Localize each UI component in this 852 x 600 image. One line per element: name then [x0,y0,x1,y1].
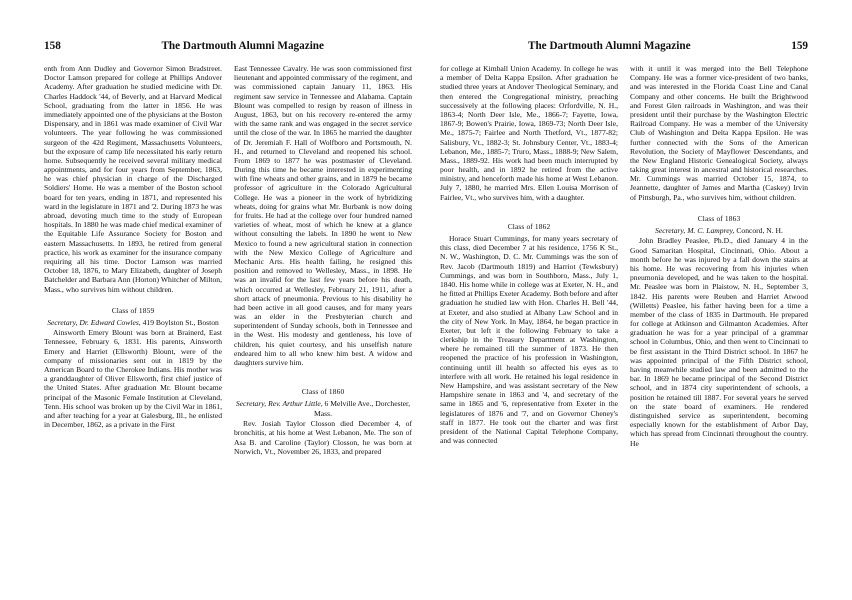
running-title: The Dartmouth Alumni Magazine [528,40,691,52]
right-page [426,0,852,600]
left-col-2 [234,64,412,456]
class-heading-1860: Class of 1860 [301,387,345,397]
obituary-blount: Ainsworth Emery Blount was born at Brainerd, East Tennessee, February 6, 1831. His parents, Ainsworth Emery and Harriet (Ellsworth) Blount, were of the company of missionaries sent out in 1819 by the American Board to the Cherokee Indians. His mother was a granddaughter of Oliver Ellsworth, first chief justice of the United States. After graduation Mr. Blount became principal of the Masonic Female Institution at Cleveland, Tenn. His school was broken up by the Civil War in 1861, and after teaching for a year at Galesburg, Ill., he enlisted in December, 1862, as a private in the First [44,328,222,430]
right-page-columns [440,64,808,448]
secretary-line-1859 [44,318,222,327]
obituary-closson-continued: for college at Kimball Union Academy. In college he was a member of Delta Kappa Epsilon. After graduation he studied three years at Andover Theological Seminary, and then entered the Congregational ministry, preaching successively at the following places: Orfordville, N. H., 1863-4; North Deer Isle, Me., 1866-7; Fayette, Iowa, 1867-9; Bowen's Prairie, Iowa, 1869-73; North Deer Isle, Me., 1875-7; Fairlee and North Thetford, Vt., 1877-82; Salisbury, Vt., 1882-3; St. Johnsbury Center, Vt., 1883-4; Lebanon, Me., 1885-7; Truro, Mass., 1888-9; New Salem, Mass., 1889-92. His work had been much interrupted by poor health, and in 1892 he retired from the active ministry, and henceforth made his home at West Lebanon. July 7, 1880, he married Mrs. Ellen Louisa Morrison of Fairlee, Vt., who survives him, with a daughter. [440,64,618,202]
secretary-role: Secretary, [655,226,686,235]
obituary-cummings-continued: with it until it was merged into the Bell Telephone Company. He was a former vice-president of two banks, and was interested in the Florida Coast Line and Canal Company and other concerns. He built the Brightwood and Forest Glen railroads in Washington, and was their president until their purchase by the Washington Electric Railroad Company. He was a member of the University Club of Washington and Delta Kappa Epsilon. He was further connected with the Sons of the American Revolution, the Society of Mayflower Descendants, and the New England Historic Genealogical Society, always taking great interest in ancestral and historical researches. Mr. Cummings was married October 15, 1874, to Jeannette, daughter of James and Martha (Caskey) Irvin of Pittsburgh, Pa., who survives him, without children. [630,64,808,202]
obituary-cummings: Horace Stuart Cummings, for many years secretary of this class, died December 7 at his residence, 1756 K St., N. W., Washington, D. C. Mr. Cummings was the son of Rev. Jacob (Dartmouth 1819) and Harriot (Tewksbury) Cummings, and was born in Southboro, Mass., July 1, 1840. His home while in college was at Exeter, N. H., and he fitted at Phillips Exeter Academy. Both before and after graduation he studied law with Hon. Charles H. Bell '44, at Exeter, and also studied at Albany Law School and in the city of New York. In May, 1864, he began practice in Exeter, but left it the following February to take a clerkship in the Treasury Department at Washington, where he remained till the summer of 1873. He then reopened the practice of his profession in Washington, continuing until ill health so affected his eyes as to interfere with all work. He retained his legal residence in New Hampshire, and was assistant secretary of the New Hampshire senate in 1863 and '4, and secretary of the same in 1865 and '6, representative from Exeter in the legislatures of 1876 and '7, and on Governor Cheney's staff in 1877. He took out the charter and was first president of the National Capital Telephone Company, and was connected [440,234,618,446]
class-heading-1859: Class of 1859 [111,305,155,315]
class-heading-1863: Class of 1863 [697,213,741,223]
secretary-role: Secretary, [47,317,78,327]
secretary-line-1860 [234,399,412,418]
secretary-name: Dr. Edward Cowles, [79,317,141,327]
secretary-role: Secretary, [235,399,267,409]
left-page-columns [44,64,412,456]
secretary-name: M. C. Lamprey, [687,226,735,235]
obituary-peaslee: John Bradley Peaslee, Ph.D., died January 4 in the Good Samaritan Hospital, Cincinnati, Ohio. About a month before he was injured by a fall down the stairs at his home. He was recovering from his injuries when pneumonia developed, and he was taken to the hospital. Mr. Peaslee was born in Plaistow, N. H., September 3, 1842. His parents were Reuben and Harriet Atwood (Willetts) Peaslee, his father having been for a time a member of the class of 1835 in Dartmouth. He prepared for college at Atkinson and Gilmanton Academies. After graduation he was for a year principal of a grammar school in Columbus, Ohio, and then went to Cincinnati to be first assistant in the Third District school. In 1867 he was appointed principal of the Fifth District school, having meanwhile studied law and been admitted to the bar. In 1869 he became principal of the Second District school, and in 1874 city superintendent of schools, a position he retained till 1887. For several years he served on the state board of examiners. He rendered distinguished service as superintendent, becoming especially known for the establishment of Arbor Day, which has spread from Cincinnati throughout the country. He [630,236,808,448]
page-number: 158 [44,40,61,52]
running-title: The Dartmouth Alumni Magazine [161,40,324,52]
left-col-1 [44,64,222,456]
obituary-closson: Rev. Josiah Taylor Closson died December 4, of bronchitis, at his home at West Lebanon, Me. The son of Asa B. and Caroline (Taylor) Closson, he was born at Norwich, Vt., November 26, 1833, and prepared [234,419,412,456]
secretary-address: 6 Melville Ave., Dorchester, Mass. [314,399,411,418]
class-heading-1862: Class of 1862 [507,221,551,231]
secretary-address: 419 Boylston St., Boston [142,317,219,327]
secretary-address: Concord, N. H. [736,226,783,235]
obituary-blount-continued: East Tennessee Cavalry. He was soon commissioned first lieutenant and appointed commissary of the regiment, and was commissioned captain January 11, 1863. His regiment saw service in Tennessee and Alabama. Captain Blount was compelled to resign by reason of illness in August, 1863, but on his recovery re-entered the army with the same rank and was engaged in the secret service until the close of the war. In 1865 he married the daughter of Dr. Jeremiah F. Hall of Wolfboro and Portsmouth, N. H., and returned to Cleveland and reopened his school. From 1869 to 1877 he was postmaster of Cleveland. During this time he became interested in experimenting with fine wheats and other grains, and in 1879 he became professor of agriculture in the Colorado Agricultural College. He was a pioneer in the work of hybridizing wheats, doing for grains what Mr. Burbank is now doing for fruits. He had at the college over four hundred named varieties of wheat, most of which he knew at a glance without consulting the labels. In 1890 he went to New Mexico to found a new agricultural station in connection with the New Mexico College of Agriculture and Mechanic Arts. His health failing, he resigned this position and removed to Wellesley, Mass., in 1898. He was an invalid for the last few years before his death, which occurred at Wellesley, February 21, 1911, after a short attack of pneumonia. Previous to his disability he had been active in all good causes, and for many years was an elder in the Presbyterian church and superintendent of Sunday schools, both in Tennessee and in the West. His modesty and gentleness, his love of children, his quiet courtesy, and his unselfish nature endeared him to all who knew him best. A widow and daughters survive him. [234,64,412,367]
left-page-header [44,0,412,62]
right-col-2 [630,64,808,448]
secretary-line-1863 [630,226,808,235]
secretary-name: Rev. Arthur Little, [268,399,323,409]
right-page-header [440,0,808,62]
obituary-lamson-continued: enth from Ann Dudley and Governor Simon Bradstreet. Doctor Lamson prepared for college at Phillips Andover Academy. After graduation he studied medicine with Dr. Charles Haddock '44, of Beverly, and at Harvard Medical School, graduating from the latter in 1856. He was immediately appointed one of the physicians at the Boston Dispensary, and in 1861 was made examiner of Civil War volunteers. The year following he was commissioned surgeon of the 42d Regiment, Massachusetts Volunteers, but the exposure of camp life necessitated his early return home. Subsequently he received several military medical appointments, and for four years from September, 1863, he was chief physician in charge of the Discharged Soldiers' Home. He was a member of the Boston school board for ten years, ending in 1871, and represented his ward in the legislature in 1871 and '2. During 1873 he was abroad, devoting much time to the study of European hospitals. In 1880 he was made chief medical examiner of the Equitable Life Assurance Society for Boston and eastern Massachusetts. In 1893, he retired from general practice, his work as examiner for the insurance company requiring all his time. Doctor Lamson was married October 18, 1876, to Mary Elizabeth, daughter of Joseph Batchelder and Barbara Ann (Horton) Whitcher of Milton, Mass., who survives him without children. [44,64,222,294]
page-number: 159 [791,40,808,52]
right-col-1 [440,64,618,448]
